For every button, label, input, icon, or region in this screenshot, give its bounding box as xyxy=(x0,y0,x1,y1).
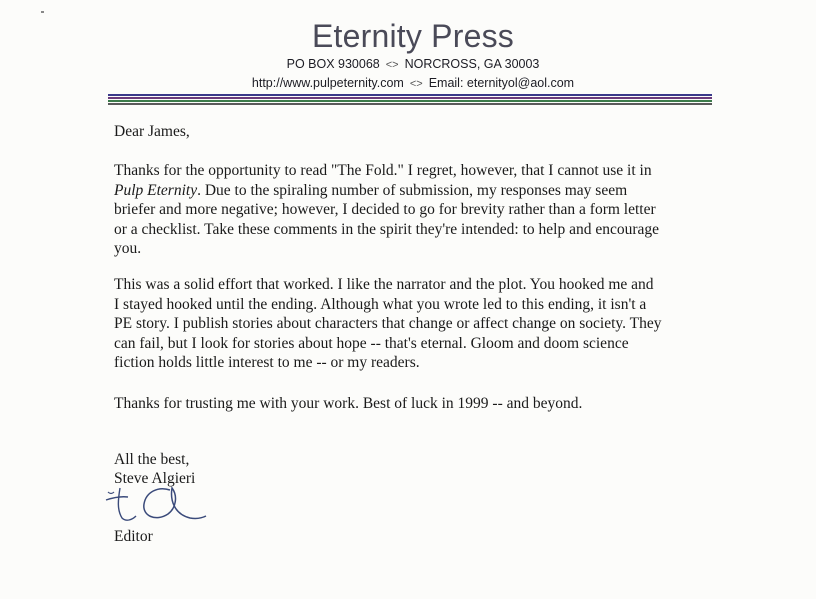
po-box: PO BOX 930068 xyxy=(286,57,380,71)
scan-speck xyxy=(41,11,44,13)
rule-line xyxy=(108,94,712,96)
letterhead-rules xyxy=(108,94,712,106)
rule-line xyxy=(108,97,712,99)
rule-line xyxy=(108,100,712,102)
paragraph-line: Thanks for the opportunity to read "The Fold." I regret, however, that I cannot use it in xyxy=(114,162,652,179)
signer-name: Steve Algieri xyxy=(114,470,196,487)
salutation: Dear James, xyxy=(114,123,190,140)
paragraph-line: briefer and more negative; however, I decided to go for brevity rather than a form letter xyxy=(114,201,656,218)
signer-title: Editor xyxy=(114,528,153,545)
letterhead-address-line xyxy=(0,57,816,71)
separator-glyph: <> xyxy=(385,59,399,71)
paragraph-line: can fail, but I look for stories about hope -- that's eternal. Gloom and doom science xyxy=(114,334,629,352)
paragraph-line: This was a solid effort that worked. I like the narrator and the plot. You hooked me and xyxy=(114,276,654,293)
paragraph-line: PE story. I publish stories about characters that change or affect change on society. They xyxy=(114,315,662,332)
website: http://www.pulpeternity.com xyxy=(251,76,404,90)
rule-line xyxy=(108,103,712,105)
line-text: . Due to the spiraling number of submission, my responses may seem xyxy=(197,181,628,199)
magazine-title: Pulp Eternity xyxy=(114,181,198,199)
letterhead-contact-line xyxy=(0,76,816,90)
signature-drawing xyxy=(100,470,210,528)
paragraph-2 xyxy=(114,275,724,373)
paragraph-line: or a checklist. Take these comments in the spirit they're intended: to help and encourage xyxy=(114,220,660,238)
closing: All the best, xyxy=(114,451,190,468)
email-label: Email: xyxy=(428,76,464,90)
paragraph-line xyxy=(114,181,724,201)
letterhead-name: Eternity Press xyxy=(312,18,514,54)
email-address: eternityol@aol.com xyxy=(466,76,575,90)
paragraph-1 xyxy=(114,161,724,259)
paragraph-line: fiction holds little interest to me -- or my readers. xyxy=(114,354,420,371)
paragraph-line: I stayed hooked until the ending. Although what you wrote led to this ending, it isn't a xyxy=(114,295,647,313)
city: NORCROSS, GA 30003 xyxy=(404,57,540,71)
separator-glyph: <> xyxy=(409,78,423,90)
paragraph-3: Thanks for trusting me with your work. Best of luck in 1999 -- and beyond. xyxy=(114,395,583,412)
paragraph-line: you. xyxy=(114,240,142,257)
